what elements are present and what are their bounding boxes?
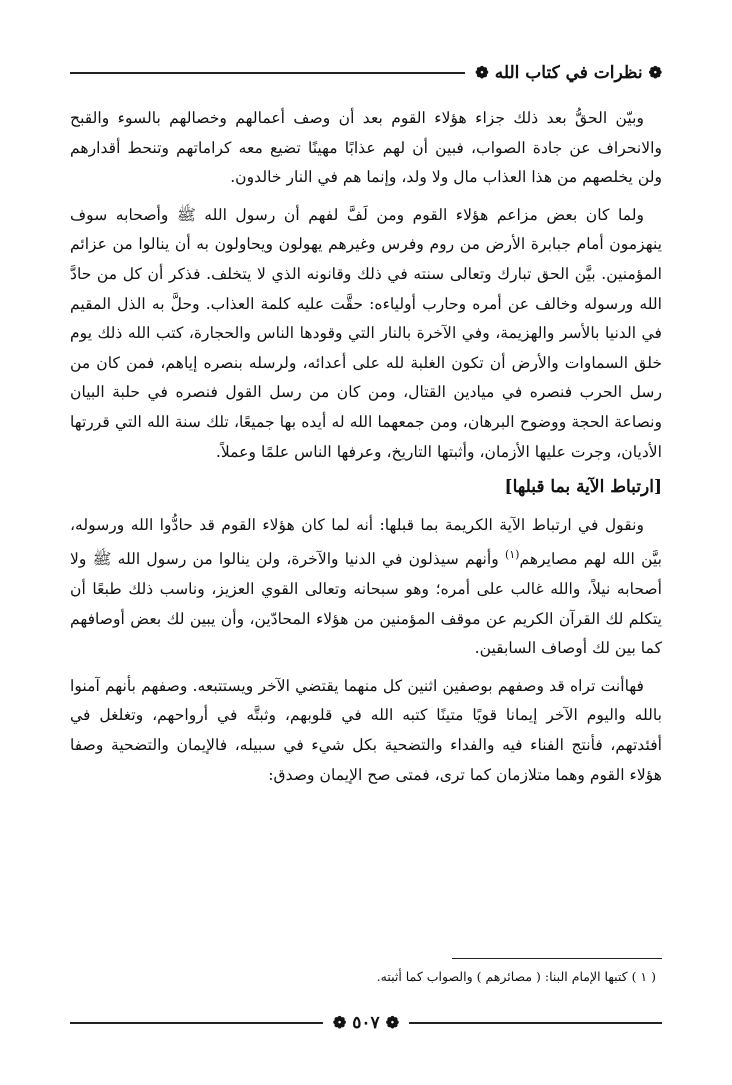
footnote-reference: (١): [504, 548, 520, 562]
section-heading: [ارتباط الآية بما قبلها]: [504, 477, 662, 498]
flower-ornament-icon: ❁: [332, 1013, 347, 1032]
flower-ornament-icon: ❁: [475, 63, 489, 82]
flower-ornament-icon: ❁: [385, 1013, 400, 1032]
page-body: [70, 104, 662, 798]
running-header: [70, 58, 662, 88]
footnote: ( ١ ) كتبها الإمام البنا: ( مصائرهم ) والصواب كما أثبته.: [376, 969, 656, 984]
paragraph-2: ولما كان بعض مزاعم هؤلاء القوم ومن لَفَّ لفهم أن رسول الله ﷺ وأصحابه سوف ينهزمون أمام جبابرة الأرض من روم وفرس وغيرهم يهولون ويحاولون به أن ينالوا من عزائم المؤمنين. بيَّن الحق تبارك وتعالى سنته في ذلك وقانونه الذي لا يتخلف. فذكر أن كل من حادَّ الله ورسوله وخالف عن أمره وحارب أولياءه: حقَّت عليه كلمة العذاب. وحلَّ به الذل المقيم في الدنيا بالأسر والهزيمة، وفي الآخرة بالنار التي وقودها الناس والحجارة، كتب الله ذلك يوم خلق السماوات والأرض أن تكون الغلبة لله على أعدائه، ولرسله بنصره إياهم، فمن كان من رسل الحرب فنصره في ميادين القتال، ومن كان من رسل القول فنصره في حلبة البيان ونصاعة الحجة ووضوح البرهان، ومن جمعهما الله له أيده بها جميعًا، تلك سنة الله التي قررتها الأديان، وجرت عليها الأزمان، وأثبتها التاريخ، وعرفها الناس علمًا وعملاً.: [70, 205, 662, 461]
page-number-group: [333, 1013, 399, 1033]
footer-rule-right: [409, 1022, 662, 1024]
footnote-separator: [452, 958, 662, 959]
paragraph-3-part-1: ونقول في ارتباط الآية الكريمة بما قبلها: أنه لما كان هؤلاء القوم قد حادُّوا الله ورسوله، بيَّن الله لهم مصايرهم: [70, 515, 662, 569]
footer-rule-left: [70, 1022, 323, 1024]
page-footer: [70, 1010, 662, 1036]
page-number: ٥٠٧: [352, 1013, 380, 1033]
paragraph-3-part-2: وأنهم سيذلون في الدنيا والآخرة، ولن ينالوا من رسول الله ﷺ ولا أصحابه نيلاً، والله غالب على أمره؛ وهو سبحانه وتعالى القوي العزيز، وناسب ذلك طبعًا أن يتكلم لك القرآن الكريم عن موقف المؤمنين من هؤلاء المحادّين، وأن يبين لك بعض أوصافهم كما بين لك أوصاف السابقين.: [70, 550, 662, 658]
header-rule: [70, 72, 465, 74]
flower-ornament-icon: ❁: [648, 63, 662, 82]
header-title-group: [475, 63, 662, 83]
header-title: نظرات في كتاب الله: [494, 63, 643, 83]
paragraph-4: فهاأنت تراه قد وصفهم بوصفين اثنين كل منهما يقتضي الآخر ويستتبعه. وصفهم بأنهم آمنوا بالله واليوم الآخر إيمانا قويًا متينًا كتبه الله في قلوبهم، وثبتَّه في أرواحهم، وتغلغل في أفئدتهم، فأنتج الفناء فيه والفداء والتضحية بكل شيء في سبيله، فالإيمان والتضحية وصفا هؤلاء القوم وهما متلازمان كما ترى، فمتى صح الإيمان وصدق:: [70, 676, 662, 784]
paragraph-1: وبيّن الحقُّ بعد ذلك جزاء هؤلاء القوم بعد أن وصف أعمالهم وخصالهم بالسوء والقبح والانحراف عن جادة الصواب، فبين أن لهم عذابًا مهينًا تضيع معه كراماتهم وتنحط أقدارهم ولن يخلصهم من هذا العذاب مال ولا ولد، وإنما هم في النار خالدون.: [70, 109, 662, 187]
paragraph-3: [70, 511, 662, 664]
